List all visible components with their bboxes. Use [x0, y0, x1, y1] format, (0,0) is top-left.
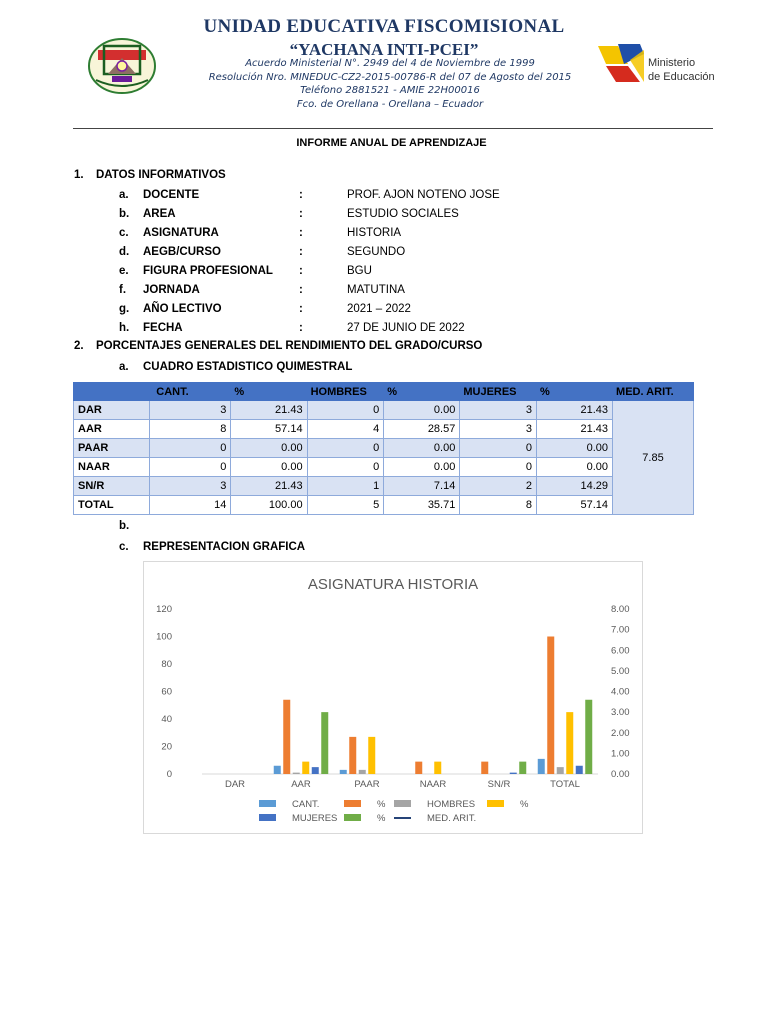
bar [547, 637, 554, 775]
info-separator: : [299, 208, 303, 220]
table-header-cell: HOMBRES [307, 383, 384, 401]
table-cell: 21.43 [231, 401, 307, 420]
table-cell: 0 [307, 439, 384, 458]
table-header-cell: % [231, 383, 307, 401]
legend-label: % [520, 799, 529, 810]
info-value: BGU [347, 265, 372, 277]
bar [283, 700, 290, 774]
table-cell: 3 [150, 401, 231, 420]
legend-swatch [259, 800, 276, 807]
legend-label: % [377, 813, 386, 824]
row-label: NAAR [74, 458, 150, 477]
subsection-a-title: CUADRO ESTADISTICO QUIMESTRAL [143, 361, 353, 373]
table-row [74, 458, 694, 477]
subsection-a-letter: a. [119, 361, 129, 373]
info-separator: : [299, 265, 303, 277]
table-cell: 4 [307, 420, 384, 439]
info-label: JORNADA [143, 284, 200, 296]
table-cell: 0 [460, 458, 537, 477]
legend-label: MED. ARIT. [427, 813, 477, 824]
legend-label: CANT. [292, 799, 320, 810]
y2-tick-label: 0.00 [611, 769, 630, 780]
ministry-logo [596, 42, 714, 88]
bar [576, 766, 583, 774]
row-label: DAR [74, 401, 150, 420]
table-header-cell: % [384, 383, 460, 401]
info-separator: : [299, 322, 303, 334]
legend-swatch [344, 814, 361, 821]
legend-swatch [487, 800, 504, 807]
info-label: AEGB/CURSO [143, 246, 221, 258]
bar [519, 762, 526, 774]
table-header-cell [74, 383, 150, 401]
bar [510, 773, 517, 774]
info-letter: f. [119, 284, 127, 296]
y-tick-label: 100 [156, 631, 172, 643]
bar-chart [144, 562, 642, 833]
header-line-2: Resolución Nro. MINEDUC-CZ2-2015-00786-R del 07 de Agosto del 2015 [208, 72, 572, 83]
table-cell: 0 [150, 458, 231, 477]
info-separator: : [299, 303, 303, 315]
table-cell: 0 [460, 439, 537, 458]
table-cell: 0.00 [536, 458, 612, 477]
stats-table [73, 382, 694, 515]
info-letter: h. [119, 322, 130, 334]
table-header-cell: % [536, 383, 612, 401]
info-value: SEGUNDO [347, 246, 406, 258]
info-label: FECHA [143, 322, 183, 334]
x-tick-label: PAAR [354, 779, 380, 790]
bar [302, 762, 309, 774]
row-label: AAR [74, 420, 150, 439]
table-cell: 8 [460, 496, 537, 515]
x-tick-label: SN/R [487, 779, 511, 790]
school-subname: “YACHANA INTI-PCEI” [289, 40, 479, 59]
table-cell: 0.00 [231, 458, 307, 477]
bar [340, 770, 347, 774]
bar [415, 762, 422, 774]
table-cell: 3 [460, 401, 537, 420]
info-letter: d. [119, 246, 130, 258]
y2-tick-label: 4.00 [611, 686, 630, 698]
bar [585, 700, 592, 774]
row-label: SN/R [74, 477, 150, 496]
info-separator: : [299, 189, 303, 201]
info-value: ESTUDIO SOCIALES [347, 208, 459, 220]
y2-tick-label: 2.00 [611, 727, 630, 739]
bar [566, 712, 573, 774]
table-cell: 21.43 [231, 477, 307, 496]
table-cell: 0 [307, 458, 384, 477]
y2-tick-label: 7.00 [611, 624, 630, 636]
subsection-b-letter: b. [119, 520, 130, 532]
info-label: ASIGNATURA [143, 227, 219, 239]
header-divider [73, 128, 713, 129]
subsection-c-title: REPRESENTACION GRAFICA [143, 541, 306, 553]
legend-swatch [344, 800, 361, 807]
table-cell: 1 [307, 477, 384, 496]
info-letter: a. [119, 189, 129, 201]
y-tick-label: 20 [161, 741, 172, 753]
table-cell: 3 [460, 420, 537, 439]
table-cell: 57.14 [231, 420, 307, 439]
table-cell: 2 [460, 477, 537, 496]
table-row [74, 401, 694, 420]
table-cell: 0.00 [384, 458, 460, 477]
ministry-name-1: Ministerio [648, 57, 696, 69]
section1-number: 1. [74, 169, 84, 181]
y2-tick-label: 5.00 [611, 665, 630, 677]
y-tick-label: 0 [166, 769, 172, 780]
bar [293, 773, 300, 774]
y-tick-label: 60 [161, 686, 172, 698]
legend-swatch [259, 814, 276, 821]
bar [349, 737, 356, 774]
y2-tick-label: 3.00 [611, 707, 630, 719]
table-cell: 21.43 [536, 420, 612, 439]
info-separator: : [299, 284, 303, 296]
table-cell: 0.00 [231, 439, 307, 458]
table-cell: 14.29 [536, 477, 612, 496]
row-label: PAAR [74, 439, 150, 458]
info-letter: b. [119, 208, 130, 220]
info-letter: g. [119, 303, 130, 315]
x-tick-label: AAR [291, 779, 311, 790]
y-tick-label: 120 [156, 604, 172, 615]
x-tick-label: TOTAL [550, 779, 580, 790]
table-header-cell: MUJERES [460, 383, 537, 401]
school-logo [86, 36, 158, 98]
legend-label: MUJERES [292, 813, 338, 824]
chart-container [143, 561, 643, 834]
chart-title: ASIGNATURA HISTORIA [307, 576, 479, 593]
table-cell: 5 [307, 496, 384, 515]
table-cell: 14 [150, 496, 231, 515]
bar [368, 737, 375, 774]
report-title: INFORME ANUAL DE APRENDIZAJE [296, 137, 487, 149]
table-cell: 0.00 [536, 439, 612, 458]
table-cell: 0.00 [384, 401, 460, 420]
table-header-cell: MED. ARIT. [613, 383, 694, 401]
x-tick-label: NAAR [419, 779, 447, 790]
header-line-4: Fco. de Orellana - Orellana – Ecuador [296, 99, 484, 110]
info-value: 2021 – 2022 [347, 303, 411, 315]
info-letter: c. [119, 227, 129, 239]
info-separator: : [299, 246, 303, 258]
table-cell: 35.71 [384, 496, 460, 515]
bar [312, 767, 319, 774]
ministry-name-2: de Educación [648, 71, 715, 83]
table-row [74, 496, 694, 515]
info-label: DOCENTE [143, 189, 200, 201]
y-tick-label: 80 [161, 659, 172, 670]
table-row [74, 439, 694, 458]
table-header-cell: CANT. [150, 383, 231, 401]
legend-label: HOMBRES [427, 799, 476, 810]
table-cell: 3 [150, 477, 231, 496]
header-line-1: Acuerdo Ministerial N°. 2949 del 4 de Noviembre de 1999 [245, 58, 535, 69]
section2-number: 2. [74, 340, 84, 352]
subsection-c-letter: c. [119, 541, 129, 553]
info-value: PROF. AJON NOTENO JOSE [347, 189, 500, 201]
bar [481, 762, 488, 774]
row-label: TOTAL [74, 496, 150, 515]
bar [321, 712, 328, 774]
y2-tick-label: 8.00 [611, 604, 630, 615]
info-label: FIGURA PROFESIONAL [143, 265, 273, 277]
info-separator: : [299, 227, 303, 239]
header-line-3: Teléfono 2881521 - AMIE 22H00016 [300, 85, 480, 96]
info-value: 27 DE JUNIO DE 2022 [347, 322, 465, 334]
table-cell: 28.57 [384, 420, 460, 439]
section2-title: PORCENTAJES GENERALES DEL RENDIMIENTO DEL GRADO/CURSO [96, 340, 483, 352]
y2-tick-label: 1.00 [611, 748, 630, 760]
table-cell: 7.14 [384, 477, 460, 496]
table-header-row [74, 383, 694, 401]
table-row [74, 477, 694, 496]
bar [434, 762, 441, 774]
med-arit-value: 7.85 [613, 401, 694, 515]
x-tick-label: DAR [224, 779, 246, 790]
table-cell: 21.43 [536, 401, 612, 420]
bar [274, 766, 281, 774]
y2-tick-label: 6.00 [611, 645, 630, 657]
bar [538, 759, 545, 774]
table-cell: 8 [150, 420, 231, 439]
school-name: UNIDAD EDUCATIVA FISCOMISIONAL [203, 16, 565, 37]
table-cell: 100.00 [231, 496, 307, 515]
y-tick-label: 40 [161, 714, 172, 725]
info-letter: e. [119, 265, 129, 277]
table-row [74, 420, 694, 439]
info-label: AÑO LECTIVO [143, 303, 222, 315]
legend-label: % [377, 799, 386, 810]
bar [359, 770, 366, 774]
table-cell: 0 [150, 439, 231, 458]
table-cell: 0 [307, 401, 384, 420]
info-value: MATUTINA [347, 284, 405, 296]
info-value: HISTORIA [347, 227, 402, 239]
info-label: AREA [143, 208, 176, 220]
bar [557, 767, 564, 774]
table-cell: 0.00 [384, 439, 460, 458]
legend-swatch [394, 800, 411, 807]
table-cell: 57.14 [536, 496, 612, 515]
section1-title: DATOS INFORMATIVOS [96, 169, 226, 181]
